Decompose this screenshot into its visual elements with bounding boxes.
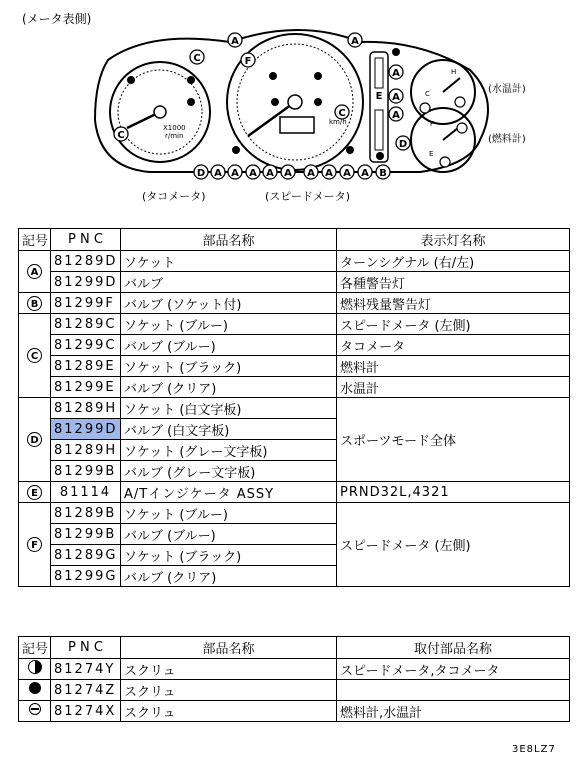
pnc-cell: 81299B xyxy=(51,524,121,545)
svg-text:A: A xyxy=(351,36,359,47)
part-name-cell: スクリュ xyxy=(121,659,337,680)
part-name-cell: バルブ xyxy=(121,272,337,293)
part-name-cell: バルブ (ソケット付) xyxy=(121,293,337,314)
symbol-cell xyxy=(19,482,51,503)
header-pnc: P N C xyxy=(51,229,121,251)
symbol-cell xyxy=(19,659,51,680)
lamp-name-cell: タコメータ xyxy=(337,335,570,356)
symbol-a: A xyxy=(27,264,42,279)
part-name-cell: バルブ (ブルー) xyxy=(121,335,337,356)
svg-text:A: A xyxy=(231,168,239,179)
tachometer-caption: (タコメータ) xyxy=(142,190,206,203)
header-pnc: P N C xyxy=(51,637,121,659)
part-name-cell: バルブ (白文字板) xyxy=(121,419,337,440)
pnc-cell: 81299B xyxy=(51,461,121,482)
svg-text:A: A xyxy=(231,36,239,47)
svg-text:E: E xyxy=(375,91,383,102)
lamp-name-cell: スピードメータ (左側) xyxy=(337,503,570,587)
header-part-name: 部品名称 xyxy=(121,229,337,251)
table-row xyxy=(19,701,570,722)
header-symbol: 記号 xyxy=(19,229,51,251)
pnc-cell-selected[interactable]: 81299D xyxy=(51,419,121,440)
table-row xyxy=(19,680,570,701)
symbol-c: C xyxy=(27,348,42,363)
at-indicator xyxy=(370,52,388,162)
parts-table-screws xyxy=(18,636,570,722)
pnc-cell: 81299C xyxy=(51,335,121,356)
water-h: H xyxy=(451,68,457,76)
part-name-cell: スクリュ xyxy=(121,701,337,722)
pnc-cell: 81299F xyxy=(51,293,121,314)
tachometer xyxy=(110,62,210,162)
svg-text:F: F xyxy=(244,56,252,67)
svg-text:A: A xyxy=(284,168,292,179)
part-name-cell: ソケット (ブルー) xyxy=(121,314,337,335)
svg-text:D: D xyxy=(196,168,206,179)
pnc-cell: 81299G xyxy=(51,566,121,587)
pnc-cell: 81299D xyxy=(51,272,121,293)
table-row xyxy=(19,398,570,419)
svg-text:D: D xyxy=(398,139,408,150)
table-row xyxy=(19,293,570,314)
table-row xyxy=(19,503,570,524)
table-row xyxy=(19,377,570,398)
table-header-row xyxy=(19,229,570,251)
table-row xyxy=(19,482,570,503)
half-filled-circle-icon xyxy=(28,660,42,674)
lamp-name-cell: スポーツモード全体 xyxy=(337,398,570,482)
symbol-cell xyxy=(19,251,51,293)
header-lamp-name: 表示灯名称 xyxy=(337,229,570,251)
symbol-e: E xyxy=(27,485,42,500)
part-name-cell: バルブ (クリア) xyxy=(121,566,337,587)
svg-text:A: A xyxy=(266,168,274,179)
water-c: C xyxy=(425,90,430,98)
lamp-name-cell: スピードメータ (左側) xyxy=(337,314,570,335)
symbol-f: F xyxy=(27,537,42,552)
pnc-cell: 81289H xyxy=(51,440,121,461)
part-name-cell: ソケット (ブラック) xyxy=(121,545,337,566)
header-mount-part: 取付部品名称 xyxy=(337,637,570,659)
svg-text:B: B xyxy=(379,168,387,179)
lamp-name-cell: PRND32L,4321 xyxy=(337,482,570,503)
part-name-cell: ソケット (ブルー) xyxy=(121,503,337,524)
mount-part-cell: 燃料計,水温計 xyxy=(337,701,570,722)
mount-part-cell xyxy=(337,680,570,701)
minus-circle-icon xyxy=(29,703,41,715)
header-part-name: 部品名称 xyxy=(121,637,337,659)
pnc-cell: 81274X xyxy=(51,701,121,722)
table-row xyxy=(19,314,570,335)
water-gauge-label: (水温計) xyxy=(488,84,526,95)
tacho-unit-1: X1000 xyxy=(163,124,186,132)
symbol-b: B xyxy=(27,296,42,311)
fuel-gauge-label: (燃料計) xyxy=(488,134,526,145)
speedometer-caption: (スピードメータ) xyxy=(265,190,351,203)
header-symbol: 記号 xyxy=(19,637,51,659)
svg-text:A: A xyxy=(392,110,400,121)
table-row xyxy=(19,356,570,377)
svg-text:C: C xyxy=(193,53,201,64)
pnc-cell: 81274Z xyxy=(51,680,121,701)
diagram-title: (メータ表側) xyxy=(22,12,92,26)
parts-table-lamps xyxy=(18,228,570,587)
filled-circle-icon xyxy=(29,682,41,694)
pnc-cell: 81114 xyxy=(51,482,121,503)
table-header-row xyxy=(19,637,570,659)
svg-text:A: A xyxy=(361,168,369,179)
pnc-cell: 81274Y xyxy=(51,659,121,680)
fuel-e: E xyxy=(429,150,434,158)
symbol-cell xyxy=(19,398,51,482)
symbol-cell xyxy=(19,293,51,314)
part-name-cell: スクリュ xyxy=(121,680,337,701)
pnc-cell: 81289G xyxy=(51,545,121,566)
lamp-name-cell: 各種警告灯 xyxy=(337,272,570,293)
table-row xyxy=(19,659,570,680)
water-gauge xyxy=(411,60,475,124)
part-name-cell: A/Tインジケータ ASSY xyxy=(121,482,337,503)
symbol-cell xyxy=(19,503,51,587)
svg-text:C: C xyxy=(338,108,346,119)
symbol-cell xyxy=(19,701,51,722)
pnc-cell: 81289C xyxy=(51,314,121,335)
pnc-cell: 81289E xyxy=(51,356,121,377)
lamp-name-cell: ターンシグナル (右/左) xyxy=(337,251,570,272)
tacho-unit-2: r/min xyxy=(165,132,184,140)
part-name-cell: ソケット (グレー文字板) xyxy=(121,440,337,461)
lamp-name-cell: 水温計 xyxy=(337,377,570,398)
pnc-cell: 81289D xyxy=(51,251,121,272)
symbol-cell xyxy=(19,680,51,701)
lamp-name-cell: 燃料残量警告灯 xyxy=(337,293,570,314)
svg-text:A: A xyxy=(249,168,257,179)
symbol-cell xyxy=(19,314,51,398)
figure-code: 3E8LZ7 xyxy=(512,744,556,755)
pnc-cell: 81299E xyxy=(51,377,121,398)
part-name-cell: バルブ (グレー文字板) xyxy=(121,461,337,482)
table-row xyxy=(19,272,570,293)
table-row xyxy=(19,335,570,356)
pnc-cell: 81289H xyxy=(51,398,121,419)
meter-diagram xyxy=(0,0,588,210)
table-row xyxy=(19,251,570,272)
svg-text:A: A xyxy=(392,68,400,79)
part-name-cell: バルブ (クリア) xyxy=(121,377,337,398)
svg-text:A: A xyxy=(392,92,400,103)
speed-unit: km/h xyxy=(329,118,347,126)
svg-text:C: C xyxy=(117,130,125,141)
symbol-d: D xyxy=(27,432,42,447)
lamp-name-cell: 燃料計 xyxy=(337,356,570,377)
fuel-f: F xyxy=(430,120,435,128)
svg-text:A: A xyxy=(307,168,315,179)
svg-text:A: A xyxy=(214,168,222,179)
part-name-cell: ソケット (ブラック) xyxy=(121,356,337,377)
part-name-cell: ソケット xyxy=(121,251,337,272)
mount-part-cell: スピードメータ,タコメータ xyxy=(337,659,570,680)
svg-text:A: A xyxy=(343,168,351,179)
part-name-cell: バルブ (ブルー) xyxy=(121,524,337,545)
part-name-cell: ソケット (白文字板) xyxy=(121,398,337,419)
pnc-cell: 81289B xyxy=(51,503,121,524)
svg-text:A: A xyxy=(325,168,333,179)
